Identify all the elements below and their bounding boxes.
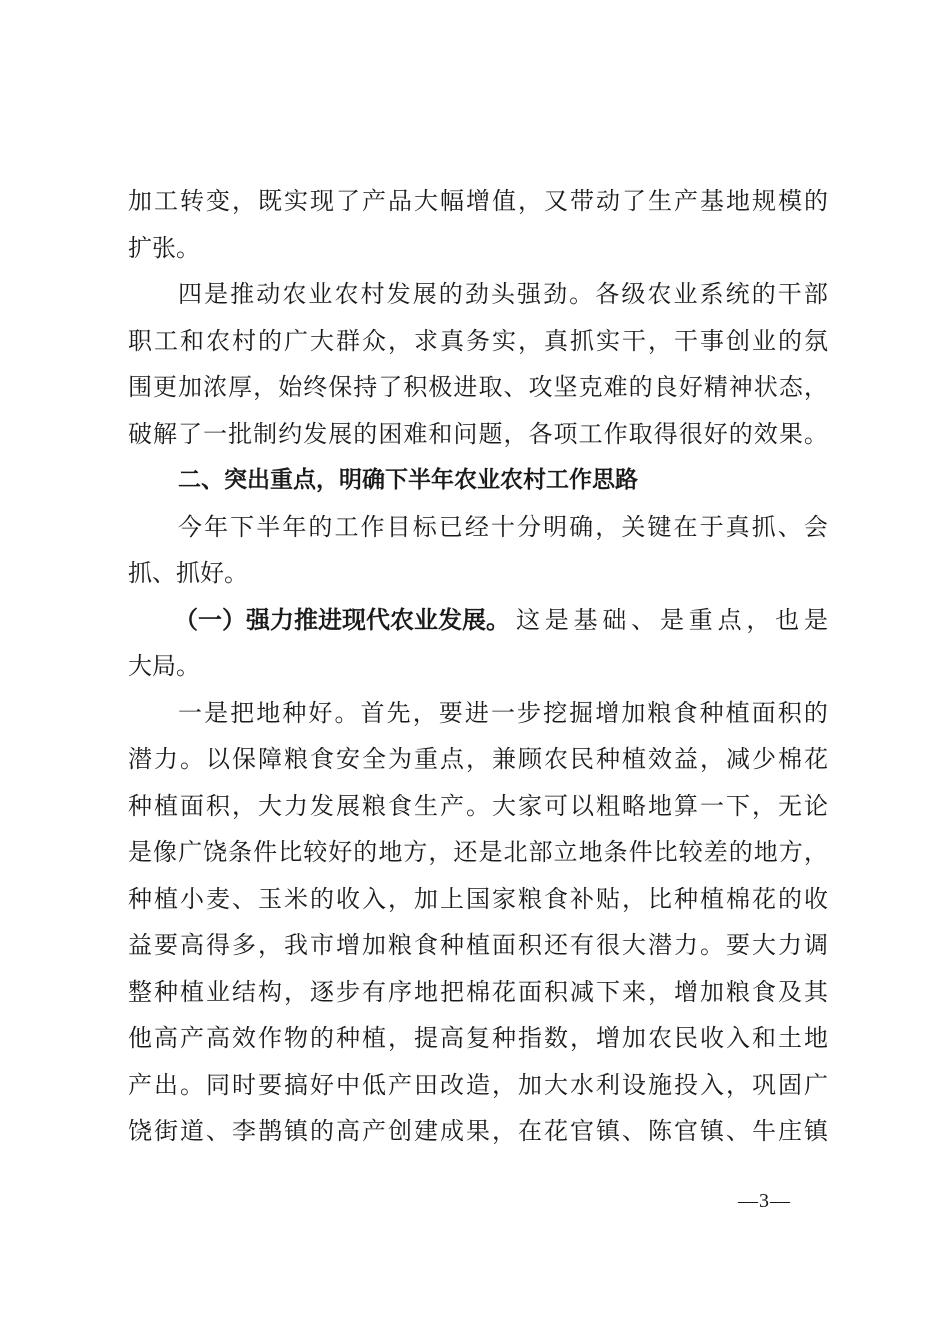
text-line: 产 出 。 同 时 要 搞 好 中 低 产 田 改 造 ， 加 大 水 利 设 施 投 入 ， 巩 固 广 <box>128 1070 828 1099</box>
text-line: 他 高 产 高 效 作 物 的 种 植 ， 提 高 复 种 指 数 ， 增 加 农 民 收 入 和 土 地 <box>128 1024 828 1052</box>
text-line: 加 工 转 变 ， 既 实 现 了 产 品 大 幅 增 值 ， 又 带 动 了 生 产 基 地 规 模 的 <box>128 187 828 215</box>
text-line: 大局。 <box>128 652 200 680</box>
text-line: 四 是 推 动 农 业 农 村 发 展 的 劲 头 强 劲 。 各 级 农 业 系 统 的 干 部 <box>178 280 828 308</box>
text-line: 种 植 面 积 ， 大 力 发 展 粮 食 生 产 。 大 家 可 以 粗 略 地 算 一 下 ， 无 论 <box>128 791 828 820</box>
subsection-heading: （一）强力推进现代农业发展。 <box>174 604 510 634</box>
text-line: 扩张。 <box>128 233 200 262</box>
page-number: —3— <box>738 1190 791 1212</box>
subsection-line <box>128 597 828 644</box>
text-line: 益 要 高 得 多 ， 我 市 增 加 粮 食 种 植 面 积 还 有 很 大 潜 力 。 要 大 力 调 <box>128 931 828 959</box>
text-line: 职 工 和 农 村 的 广 大 群 众 ， 求 真 务 实 ， 真 抓 实 干 ， 干 事 创 业 的 氛 <box>128 326 828 355</box>
text-line: 一 是 把 地 种 好 。 首 先 ， 要 进 一 步 挖 掘 增 加 粮 食 种 植 面 积 的 <box>178 698 828 727</box>
text-line: 种 植 小 麦 、 玉 米 的 收 入 ， 加 上 国 家 粮 食 补 贴 ， 比 种 植 棉 花 的 收 <box>128 884 828 913</box>
text-line: 饶 街 道 、 李 鹊 镇 的 高 产 创 建 成 果 ， 在 花 官 镇 、 陈 官 镇 、 牛 庄 镇 <box>128 1117 828 1145</box>
text-line: 今 年 下 半 年 的 工 作 目 标 已 经 十 分 明 确 ， 关 键 在 于 真 抓 、 会 <box>178 512 828 541</box>
subsection-text: 这 是 基 础 、 是 重 点 ， 也 是 <box>516 605 828 634</box>
text-line: 抓、抓好。 <box>128 559 248 587</box>
text-line: 破 解 了 一 批 制 约 发 展 的 困 难 和 问 题 ， 各 项 工 作 取 得 很 好 的 效 果 。 <box>128 419 828 448</box>
section-heading: 二、突出重点，明确下半年农业农村工作思路 <box>178 467 638 493</box>
text-line: 潜 力 。 以 保 障 粮 食 安 全 为 重 点 ， 兼 顾 农 民 种 植 效 益 ， 减 少 棉 花 <box>128 745 828 773</box>
text-line: 围 更 加 浓 厚 ， 始 终 保 持 了 积 极 进 取 、 攻 坚 克 难 的 良 好 精 神 状 态 ， <box>128 373 828 401</box>
text-line: 是 像 广 饶 条 件 比 较 好 的 地 方 ， 还 是 北 部 立 地 条 件 比 较 差 的 地 方 ， <box>128 838 828 866</box>
text-line: 整 种 植 业 结 构 ， 逐 步 有 序 地 把 棉 花 面 积 减 下 来 ， 增 加 粮 食 及 其 <box>128 977 828 1006</box>
document-body <box>128 178 828 1155</box>
